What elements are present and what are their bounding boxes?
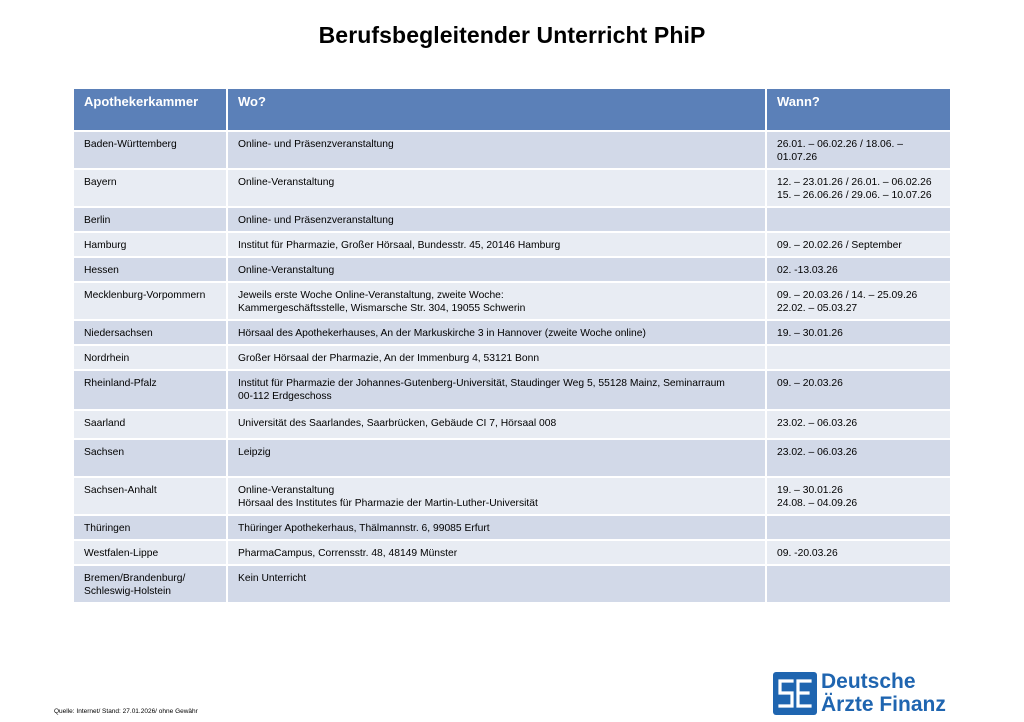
company-logo [773, 672, 948, 716]
cell-kammer-line: Bremen/Brandenburg/ [84, 573, 186, 584]
cell-kammer: Baden-Württemberg [74, 131, 227, 169]
cell-wo-line: Jeweils erste Woche Online-Veranstaltung, zweite Woche: [238, 290, 504, 301]
cell-wo [227, 565, 766, 602]
cell-wo-line: Kein Unterricht [238, 573, 307, 584]
table-row [74, 257, 950, 282]
cell-wo-line: Großer Hörsaal der Pharmazie, An der Immenburg 4, 53121 Bonn [238, 353, 540, 364]
logo-line-2: Ärzte Finanz [821, 693, 946, 716]
cell-wann-line: 09. – 20.03.26 [777, 378, 843, 389]
table-row [74, 282, 950, 320]
cell-wann [766, 565, 950, 602]
cell-wann-line: 12. – 23.01.26 / 26.01. – 06.02.26 [777, 177, 932, 188]
cell-wann-line: 26.01. – 06.02.26 / 18.06. – [777, 139, 903, 150]
cell-wo [227, 439, 766, 477]
cell-wann [766, 257, 950, 282]
cell-wann [766, 410, 950, 439]
cell-wo [227, 540, 766, 565]
table-row [74, 439, 950, 477]
table-row [74, 169, 950, 207]
cell-wann [766, 477, 950, 515]
cell-wo [227, 410, 766, 439]
cell-wann [766, 320, 950, 345]
table-row [74, 540, 950, 565]
table-row [74, 410, 950, 439]
cell-wo [227, 257, 766, 282]
table-body [74, 131, 950, 602]
cell-wo [227, 232, 766, 257]
cell-wo-line: Online- und Präsenzveranstaltung [238, 139, 394, 150]
table-row [74, 131, 950, 169]
cell-wann-line: 19. – 30.01.26 [777, 328, 843, 339]
cell-wo [227, 169, 766, 207]
cell-kammer: Bayern [74, 169, 227, 207]
cell-kammer [74, 565, 227, 602]
cell-wann [766, 169, 950, 207]
cell-kammer: Saarland [74, 410, 227, 439]
cell-wo-line: Online-Veranstaltung [238, 485, 335, 496]
column-header-wann: Wann? [766, 89, 950, 131]
table-row [74, 207, 950, 232]
cell-wo [227, 477, 766, 515]
cell-kammer: Thüringen [74, 515, 227, 540]
cell-wann-line: 23.02. – 06.03.26 [777, 447, 858, 458]
cell-wann-line: 09. -20.03.26 [777, 548, 838, 559]
cell-wo [227, 515, 766, 540]
cell-wann-line: 24.08. – 04.09.26 [777, 498, 858, 509]
cell-wann-line: 09. – 20.03.26 / 14. – 25.09.26 [777, 290, 918, 301]
cell-kammer: Sachsen-Anhalt [74, 477, 227, 515]
cell-wann [766, 282, 950, 320]
cell-kammer: Hamburg [74, 232, 227, 257]
cell-wann-line: 19. – 30.01.26 [777, 485, 843, 496]
source-note: Quelle: Internet/ Stand: 27.01.2026/ ohne Gewähr [54, 708, 198, 715]
cell-wann [766, 370, 950, 410]
table-row [74, 320, 950, 345]
table-row [74, 477, 950, 515]
cell-wo-line: Online-Veranstaltung [238, 177, 335, 188]
table-row [74, 345, 950, 370]
cell-kammer: Rheinland-Pfalz [74, 370, 227, 410]
cell-wann [766, 515, 950, 540]
cell-wo-line: Leipzig [238, 447, 271, 458]
cell-kammer: Berlin [74, 207, 227, 232]
cell-wann [766, 345, 950, 370]
cell-wann-line: 22.02. – 05.03.27 [777, 303, 858, 314]
cell-wo [227, 207, 766, 232]
cell-kammer: Niedersachsen [74, 320, 227, 345]
table-row [74, 232, 950, 257]
table-row [74, 370, 950, 410]
cell-kammer: Hessen [74, 257, 227, 282]
table-header-row [74, 89, 950, 131]
cell-kammer-line: Schleswig-Holstein [84, 586, 171, 597]
cell-wo-line: 00-112 Erdgeschoss [238, 391, 332, 402]
column-header-kammer: Apothekerkammer [74, 89, 227, 131]
cell-wo [227, 320, 766, 345]
cell-wo-line: Kammergeschäftsstelle, Wismarsche Str. 304, 19055 Schwerin [238, 303, 526, 314]
cell-wo [227, 370, 766, 410]
cell-wann [766, 232, 950, 257]
cell-wann-line: 01.07.26 [777, 152, 818, 163]
cell-wann-line: 02. -13.03.26 [777, 265, 838, 276]
cell-wann-line: 15. – 26.06.26 / 29.06. – 10.07.26 [777, 190, 932, 201]
page-title: Berufsbegleitender Unterricht PhiP [318, 22, 706, 48]
cell-kammer: Sachsen [74, 439, 227, 477]
table-row [74, 565, 950, 602]
cell-wo-line: Online- und Präsenzveranstaltung [238, 215, 394, 226]
cell-wann [766, 131, 950, 169]
cell-wo [227, 345, 766, 370]
cell-wo-line: Hörsaal des Apothekerhauses, An der Markuskirche 3 in Hannover (zweite Woche online) [238, 328, 646, 339]
cell-wann [766, 540, 950, 565]
cell-wo [227, 282, 766, 320]
cell-wann [766, 207, 950, 232]
cell-kammer: Nordrhein [74, 345, 227, 370]
cell-wo-line: Universität des Saarlandes, Saarbrücken, Gebäude CI 7, Hörsaal 008 [238, 418, 557, 429]
logo-mark-icon [773, 672, 817, 715]
cell-wo-line: Institut für Pharmazie, Großer Hörsaal, Bundesstr. 45, 20146 Hamburg [238, 240, 561, 251]
cell-kammer: Mecklenburg-Vorpommern [74, 282, 227, 320]
logo-text [821, 670, 946, 716]
cell-wo-line: Thüringer Apothekerhaus, Thälmannstr. 6, 99085 Erfurt [238, 523, 490, 534]
cell-wo-line: Online-Veranstaltung [238, 265, 335, 276]
table-row [74, 515, 950, 540]
cell-wo [227, 131, 766, 169]
cell-kammer: Westfalen-Lippe [74, 540, 227, 565]
cell-wann [766, 439, 950, 477]
cell-wo-line: Hörsaal des Institutes für Pharmazie der Martin-Luther-Universität [238, 498, 538, 509]
cell-wann-line: 09. – 20.02.26 / September [777, 240, 902, 251]
logo-line-1: Deutsche [821, 670, 916, 693]
cell-wo-line: Institut für Pharmazie der Johannes-Gutenberg-Universität, Staudinger Weg 5, 55128 Mainz, Seminarraum [238, 378, 725, 389]
schedule-table [74, 89, 950, 602]
cell-wo-line: PharmaCampus, Corrensstr. 48, 48149 Münster [238, 548, 458, 559]
column-header-wo: Wo? [227, 89, 766, 131]
cell-wann-line: 23.02. – 06.03.26 [777, 418, 858, 429]
